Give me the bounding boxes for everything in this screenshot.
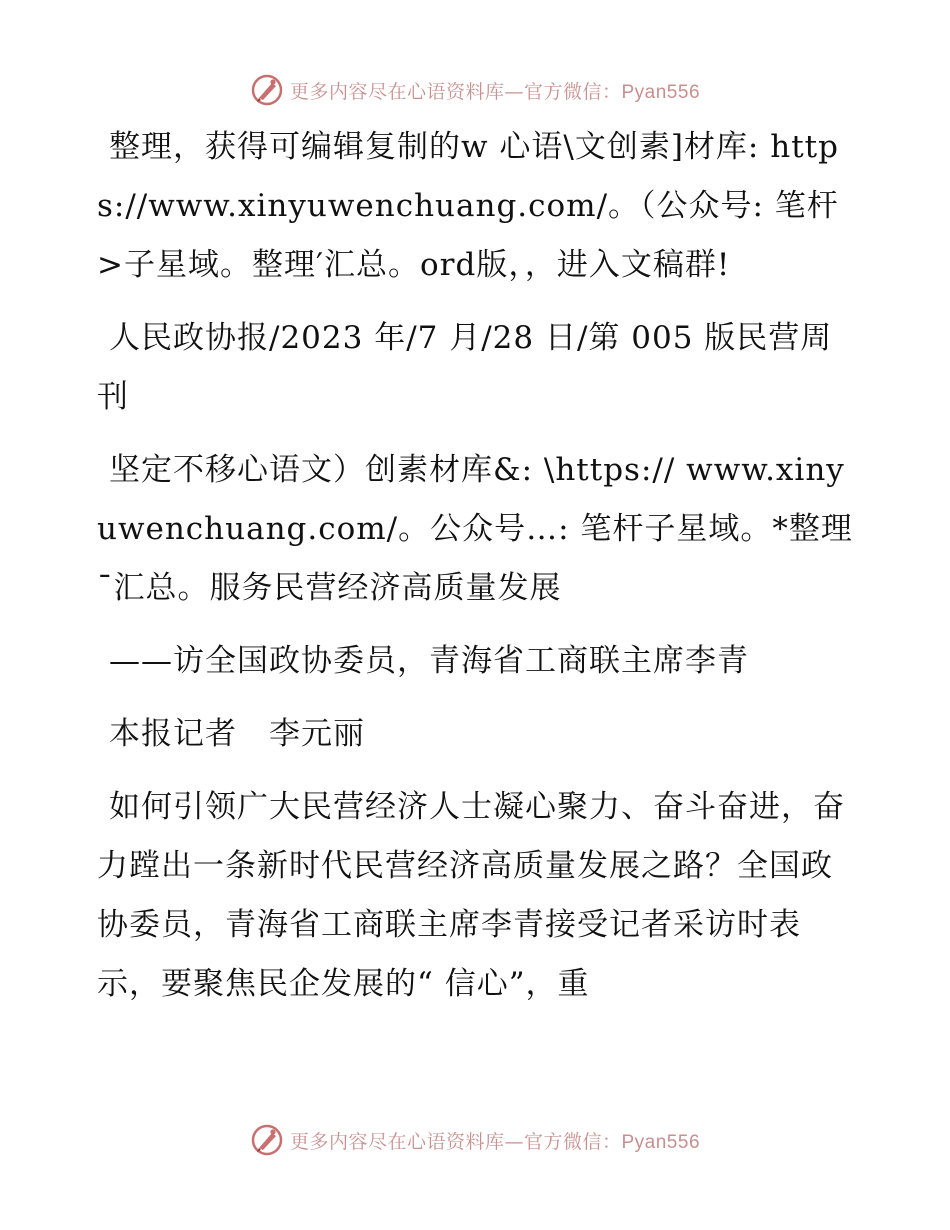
pen-nib-logo-icon — [250, 1123, 284, 1157]
footer-watermark — [0, 1120, 950, 1160]
paragraph-intro: 整理，获得可编辑复制的w 心语\文创素]材库: https://www.xinyuwenchuang.com/。（公众号: 笔杆>子星域。整理′汇总。ord版，，进入文稿群! — [97, 129, 839, 283]
paragraph-subtitle: ——访全国政协委员，青海省工商联主席李青 — [109, 643, 749, 679]
wechat-id-bottom: Pyan556 — [621, 1131, 701, 1153]
watermark-text-bottom — [290, 1127, 700, 1154]
wechat-id: Pyan556 — [621, 81, 701, 103]
paragraph-body: 如何引领广大民营经济人士凝心聚力、奋斗奋进，奋力蹚出一条新时代民营经济高质量发展之路？全国政协委员，青海省工商联主席李青接受记者采访时表示，要聚焦民企发展的“ 信心”，重 — [97, 789, 845, 1002]
watermark-label-bottom: 更多内容尽在心语资料库—官方微信： — [289, 1130, 622, 1153]
document-body — [97, 118, 857, 1028]
watermark-inner-bottom — [250, 1123, 700, 1157]
paragraph-source: 人民政协报/2023 年/7 月/28 日/第 005 版民营周刊 — [97, 320, 833, 415]
header-watermark — [0, 70, 950, 110]
watermark-inner — [250, 73, 700, 107]
watermark-text — [290, 77, 700, 104]
pen-nib-logo-icon — [250, 73, 284, 107]
watermark-label: 更多内容尽在心语资料库—官方微信： — [289, 80, 622, 103]
paragraph-byline: 本报记者 李元丽 — [109, 716, 365, 752]
paragraph-title: 坚定不移心语文）创素材库&: \https:// www.xinyuwenchuang.com/。公众号…: 笔杆子星域。*整理¯汇总。服务民营经济高质量发展 — [97, 452, 853, 606]
